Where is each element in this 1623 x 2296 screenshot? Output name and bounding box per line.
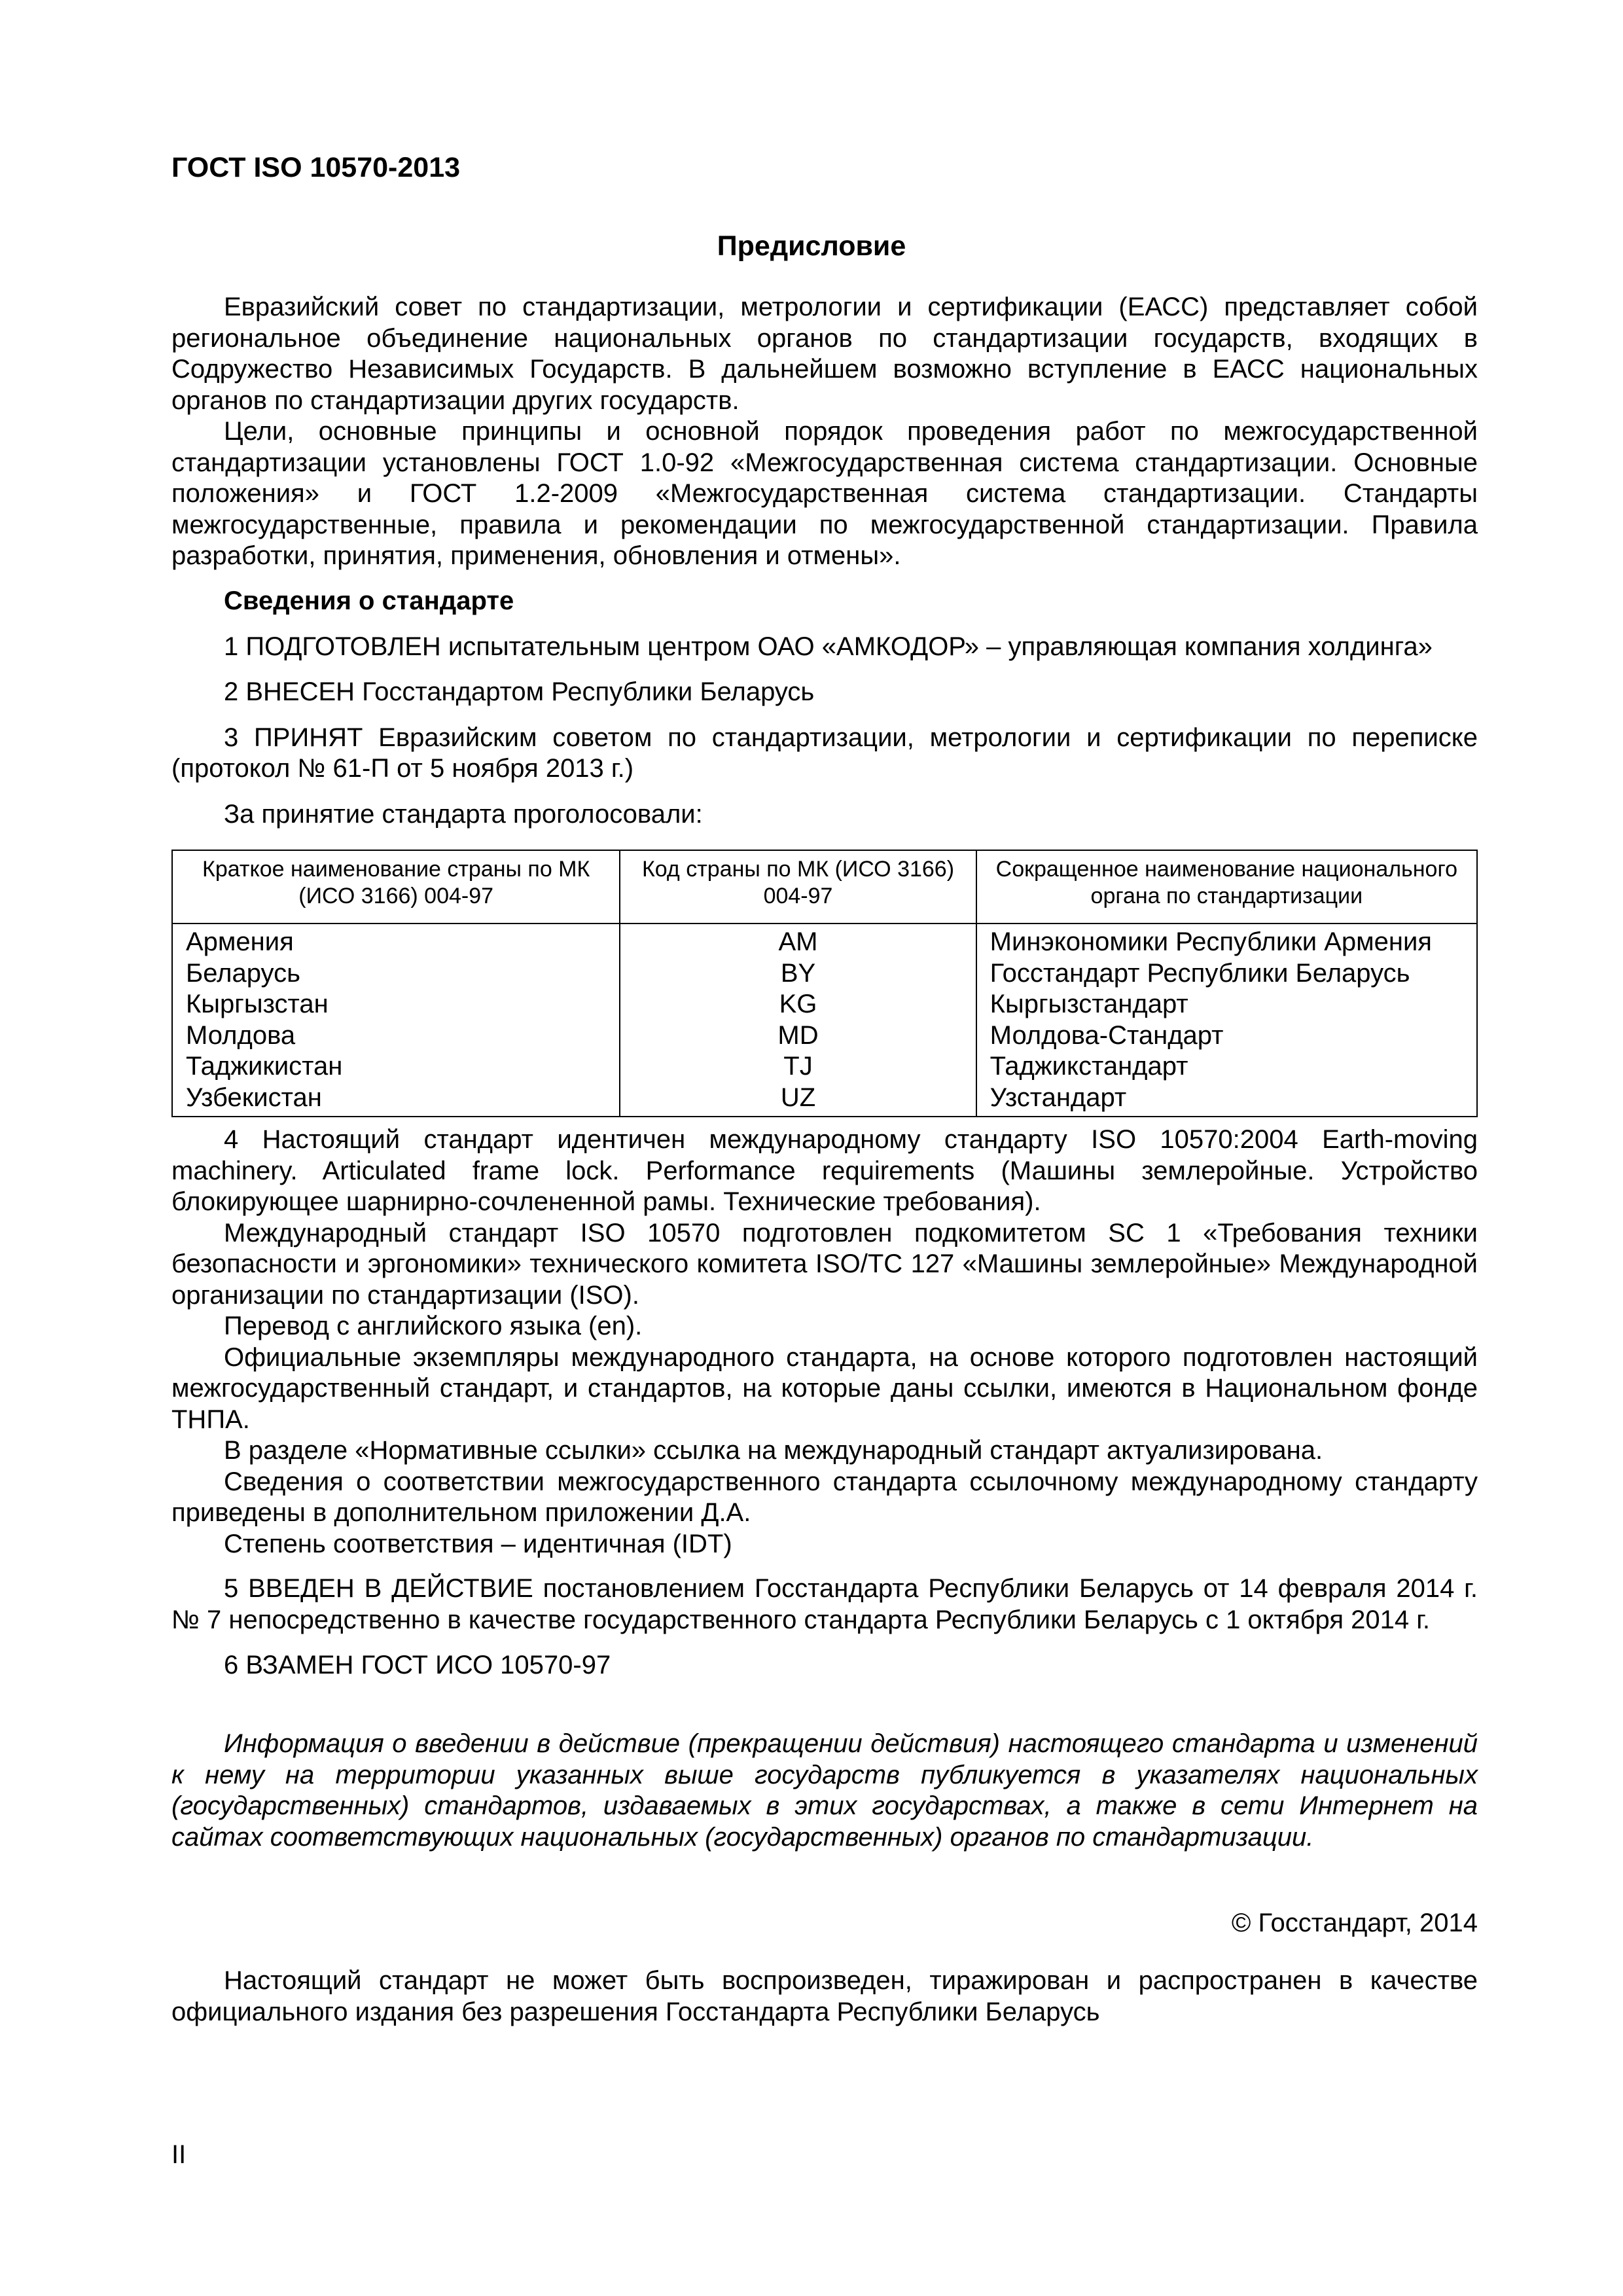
table-row [172,1051,1477,1083]
table-header-row [172,850,1477,924]
item-1: 1 ПОДГОТОВЛЕН испытательным центром ОАО «АМКОДОР» – управляющая компания холдинга» [224,632,1433,661]
item-5: 5 ВВЕДЕН В ДЕЙСТВИЕ постановлением Госстандарта Республики Беларусь от 14 февраля 2014 г. № 7 непосредственно в качестве государственного стандарта Республики Беларусь с 1 октября 2014 г. [171,1574,1478,1634]
code-cell: KG [620,989,976,1020]
body-cell: Молдова-Стандарт [976,1020,1477,1052]
reproduction-section [171,1965,1478,2028]
item-4-paragraph: Перевод с английского языка (en). [224,1312,643,1340]
item-5-6-section [171,1573,1478,1681]
notice-paragraph: Информация о введении в действие (прекращении действия) настоящего стандарта и изменений к нему на территории указанных выше государств публикуется в указателях национальных (государственных) стандартов, издаваемых в этих государствах, а также в сети Интернет на сайтах соответствующих национальных (государственных) органов по стандартизации. [171,1729,1478,1852]
code-cell: BY [620,958,976,990]
table-row [172,924,1477,958]
item-4-paragraph: Сведения о соответствии межгосударственного стандарта ссылочному международному стандарту приведены в дополнительном приложении Д.А. [171,1467,1478,1527]
info-section [171,586,1478,830]
table-row [172,1083,1477,1117]
body-cell: Узстандарт [976,1083,1477,1117]
body-cell: Таджикстандарт [976,1051,1477,1083]
page-number: II [171,2140,187,2169]
header-country: Краткое наименование страны по МК (ИСО 3166) 004-97 [172,850,620,924]
item-4-section [171,1124,1478,1560]
item-4-paragraph: Международный стандарт ISO 10570 подготовлен подкомитетом SC 1 «Требования техники безопасности и эргономики» технического комитета ISO/TC 127 «Машины землеройные» Международной организации по стандартизации (ISO). [171,1218,1478,1310]
page-title: Предисловие [717,230,906,262]
table-row [172,958,1477,990]
item-4-paragraph: 4 Настоящий стандарт идентичен международному стандарту ISO 10570:2004 Earth-moving machinery. Articulated frame lock. Performance requirements (Машины землеройные. Устройство блокирующее шарнирно-сочлененной рамы. Технические требования). [171,1125,1478,1216]
table-row [172,1020,1477,1052]
item-2: 2 ВНЕСЕН Госстандартом Республики Беларусь [224,677,815,706]
reproduction-notice: Настоящий стандарт не может быть воспроизведен, тиражирован и распространен в качестве официального издания без разрешения Госстандарта Республики Беларусь [171,1966,1478,2026]
country-cell: Узбекистан [172,1083,620,1117]
body-cell: Минэкономики Республики Армения [976,924,1477,958]
notice-section [171,1729,1478,1853]
country-cell: Армения [172,924,620,958]
body-cell: Кыргызстандарт [976,989,1477,1020]
country-cell: Кыргызстан [172,989,620,1020]
code-cell: UZ [620,1083,976,1117]
document-code: ГОСТ ISO 10570-2013 [171,152,461,183]
code-cell: MD [620,1020,976,1052]
vote-intro: За принятие стандарта проголосовали: [224,799,703,829]
item-4-paragraph: В разделе «Нормативные ссылки» ссылка на международный стандарт актуализирована. [224,1436,1323,1465]
intro-paragraph-2: Цели, основные принципы и основной порядок проведения работ по межгосударственной стандартизации установлены ГОСТ 1.0-92 «Межгосударственная система стандартизации. Основные положения» и ГОСТ 1.2-2009 «Межгосударственная система стандартизации. Стандарты межгосударственные, правила и рекомендации по межгосударственной стандартизации. Правила разработки, принятия, применения, обновления и отмены». [171,417,1478,570]
item-6: 6 ВЗАМЕН ГОСТ ИСО 10570-97 [224,1651,611,1679]
table-row [172,989,1477,1020]
code-cell: TJ [620,1051,976,1083]
item-4-paragraph: Степень соответствия – идентичная (IDT) [224,1529,732,1558]
copyright: © Госстандарт, 2014 [1231,1909,1478,1937]
header-code: Код страны по МК (ИСО 3166) 004-97 [620,850,976,924]
intro-section [171,292,1478,572]
voting-table [171,850,1478,1117]
code-cell: AM [620,924,976,958]
header-body: Сокращенное наименование национального органа по стандартизации [976,850,1477,924]
item-3: 3 ПРИНЯТ Евразийским советом по стандартизации, метрологии и сертификации по переписке (протокол № 61-П от 5 ноября 2013 г.) [171,723,1478,783]
body-cell: Госстандарт Республики Беларусь [976,958,1477,990]
item-4-paragraph: Официальные экземпляры международного стандарта, на основе которого подготовлен настоящий межгосударственный стандарт, и стандартов, на которые даны ссылки, имеются в Национальном фонде ТНПА. [171,1342,1478,1434]
country-cell: Таджикистан [172,1051,620,1083]
country-cell: Беларусь [172,958,620,990]
intro-paragraph-1: Евразийский совет по стандартизации, метрологии и сертификации (ЕАСС) представляет собой региональное объединение национальных органов по стандартизации государств, входящих в Содружество Независимых Государств. В дальнейшем возможно вступление в ЕАСС национальных органов по стандартизации других государств. [171,293,1478,415]
country-cell: Молдова [172,1020,620,1052]
info-heading: Сведения о стандарте [224,586,514,615]
